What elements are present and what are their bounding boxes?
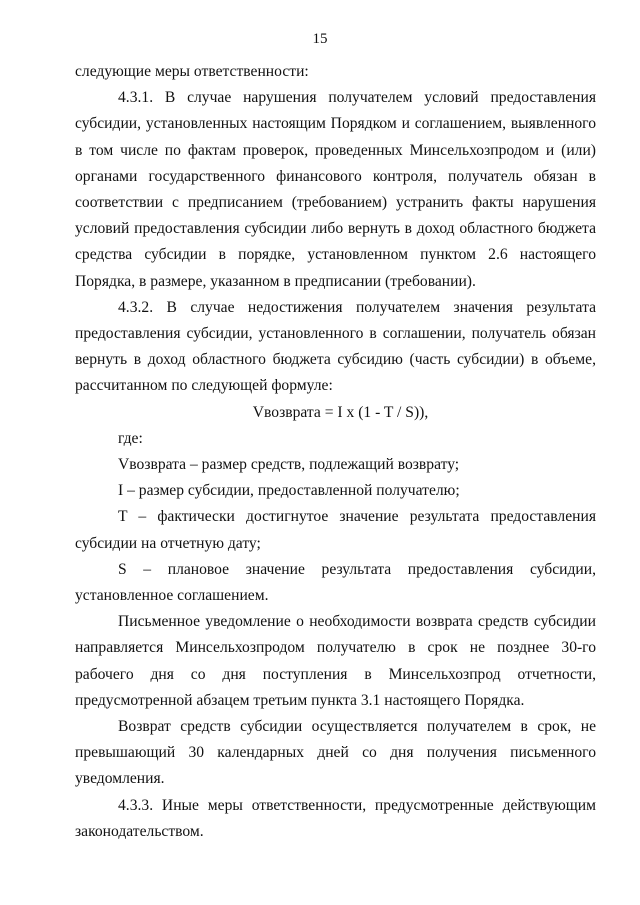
page-number: 15: [312, 31, 328, 47]
definition-i: I – размер субсидии, предоставленной получателю;: [118, 482, 460, 500]
formula: Vвозврата = I x (1 - T / S)),: [252, 403, 429, 421]
paragraph-4-3-1: 4.3.1. В случае нарушения получателем условий предоставления субсидии, установленных настоящим Порядком и соглашением, выявленного в том числе по фактам проверок, проведенных Минсельхозпродом и (или) органами государственного финансового контроля, получатель обязан в соответствии с предписанием (требованием) устранить факты нарушения условий предоставления субсидии либо вернуть в доход областного бюджета средства субсидии в порядке, установленном пунктом 2.6 настоящего Порядка, в размере, указанном в предписании (требовании).: [75, 89, 596, 290]
paragraph-notice: Письменное уведомление о необходимости возврата средств субсидии направляется Минсельхозпродом получателю в срок не позднее 30-го рабочего дня со дня поступления в Минсельхозпрод отчетности, предусмотренной абзацем третьим пункта 3.1 настоящего Порядка.: [75, 613, 596, 709]
definition-t: T – фактически достигнутое значение результата предоставления субсидии на отчетную дату;: [75, 508, 596, 552]
paragraph-4-3-2: 4.3.2. В случае недостижения получателем значения результата предоставления субсидии, установленного в соглашении, получатель обязан вернуть в доход областного бюджета субсидию (часть субсидии) в объеме, рассчитанном по следующей формуле:: [75, 298, 596, 395]
definition-v: Vвозврата – размер средств, подлежащий возврату;: [118, 456, 460, 474]
formula-where: где:: [118, 429, 143, 447]
definition-s: S – плановое значение результата предоставления субсидии, установленное соглашением.: [75, 560, 596, 605]
paragraph-4-3-3: 4.3.3. Иные меры ответственности, предусмотренные действующим законодательством.: [75, 796, 596, 840]
paragraph-intro: следующие меры ответственности:: [75, 63, 309, 80]
document-body: [75, 59, 596, 845]
paragraph-refund-term: Возврат средств субсидии осуществляется получателем в срок, не превышающий 30 календарных дней со дня получения письменного уведомления.: [75, 718, 596, 788]
